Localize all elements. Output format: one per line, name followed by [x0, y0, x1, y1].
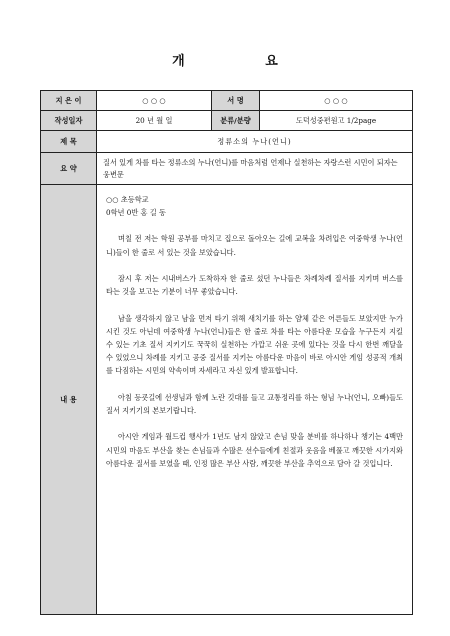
category-label: 분류/분량 — [212, 111, 260, 131]
content-paragraph: 아시안 게임과 월드컵 행사가 1년도 남지 않았고 손님 맞을 분비를 하나하나 챙기는 4백만 시민의 마음도 부산을 찾는 손님들과 수많은 선수들에게 친절과 웃음을 베풀고 깨끗한 시가지와 아름다운 질서를 보였을 때, 인정 많은 부산 사람, 깨끗한 부산을 추억으로 담아 갈 것입니다. — [106, 432, 403, 468]
content-paragraph: 아침 등굣길에 선생님과 함께 노란 깃대를 들고 교통정리를 하는 형님 누나(언니, 오빠)들도 질서 지키기의 본보기랍니다. — [106, 392, 403, 415]
author-value: ○ ○ ○ — [97, 91, 212, 111]
date-value: 20 년 월 일 — [97, 111, 212, 131]
summary-value: 질서 있게 차를 타는 정류소의 누나(언니)를 마음처럼 언제나 실천하는 자랑스런 시민이 되자는 웅변문 — [97, 153, 413, 185]
subject-value: 정류소의 누나(언니) — [97, 131, 413, 153]
author-label: 지 은 이 — [41, 91, 97, 111]
signature-label: 서 명 — [212, 91, 260, 111]
content-student: 0학년 0반 홍 길 동 — [106, 208, 166, 218]
category-value: 도덕성중편원고 1/2page — [260, 111, 413, 131]
content-paragraph: 며칠 전 저는 학원 공부를 마치고 집으로 돌아오는 길에 교복을 차려입은 여중학생 누나(언니)들이 한 줄로 서 있는 것을 보았습니다. — [106, 234, 403, 257]
subject-label: 제 목 — [41, 131, 97, 153]
signature-value: ○ ○ ○ — [260, 91, 413, 111]
summary-label: 요 약 — [41, 153, 97, 185]
content-school: ○○ 초등학교 — [106, 195, 149, 204]
content-body — [97, 185, 413, 615]
content-label: 내 용 — [41, 185, 97, 615]
content-paragraph: 남을 생각하지 않고 남을 먼저 타기 위해 새치기를 하는 얌체 같은 어른들도 보았지만 누가 시킨 것도 아닌데 여중학생 누나(언니)들은 한 줄로 차를 타는 아름다운 모습을 누구든지 지킬 수 있는 기초 질서 지키기도 꾹꾹히 실천하는 가깝고 쉬운 곳에 있다는 것을 다시 한번 깨달을 수 있었으니 차례를 지키고 공중 질서를 지키는 아름다운 마음이 바로 아시안 게임 성공적 개최를 다짐하는 시민의 약속이며 자세라고 자신 있게 발표합니다. — [106, 313, 403, 376]
date-label: 작성일자 — [41, 111, 97, 131]
content-paragraph: 잠시 후 저는 시내버스가 도착하자 한 줄로 섰던 누나들은 차례차례 질서를 지키며 버스를 타는 것을 보고는 기분이 너무 좋았습니다. — [106, 274, 403, 297]
summary-form-table — [40, 90, 413, 615]
document-title: 개 요 — [172, 54, 316, 69]
